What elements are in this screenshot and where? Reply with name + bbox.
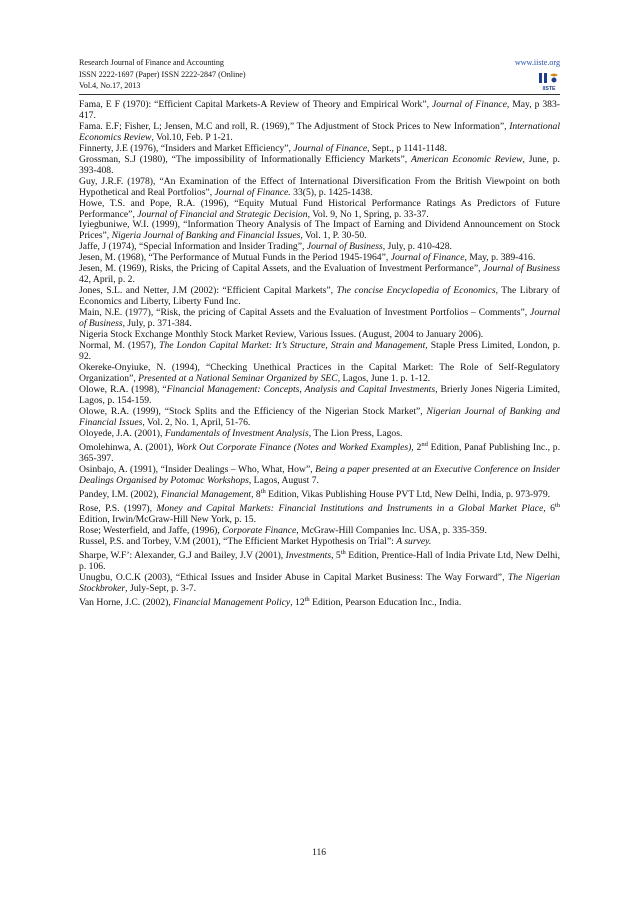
reference-entry: [79, 465, 560, 487]
reference-italic-segment: Being a paper presented at an Executive Conference on Insider Dealings Organised by Potomac Workshops: [79, 463, 560, 486]
logo-text: IISTE: [542, 86, 556, 92]
reference-segment: 2: [413, 441, 422, 453]
reference-segment: Finnerty, J.E (1976), “Insiders and Market Efficiency”,: [79, 142, 294, 154]
reference-entry: [79, 385, 560, 407]
reference-segment: 33(5), p. 1425-1438.: [290, 186, 373, 198]
reference-segment: , Vol. 2, No. 1, April, 51-76.: [142, 416, 251, 428]
reference-segment: , Lagos, June 1. p. 1-12.: [337, 372, 431, 384]
reference-segment: Osinbajo, A. (1991), “Insider Dealings – Who, What, How”,: [79, 463, 316, 475]
reference-segment: Oloyede, J.A. (2001),: [79, 427, 165, 439]
reference-entry: [79, 487, 560, 501]
edition-superscript: th: [260, 487, 266, 495]
reference-entry: [79, 341, 560, 363]
reference-segment: Nigeria Stock Exchange Monthly Stock Market Review, Various Issues. (August, 2004 to January 2006).: [79, 329, 484, 341]
reference-italic-segment: Investments: [285, 550, 332, 561]
reference-segment: Russel, P.S. and Torbey, V.M (2001), “The Efficient Market Hypothesis on Trial”:: [79, 535, 397, 547]
reference-entry: [79, 573, 560, 595]
reference-entry: [79, 363, 560, 385]
reference-entry: [79, 308, 560, 330]
reference-entry: [79, 100, 560, 122]
reference-segment: 6: [545, 502, 555, 514]
edition-superscript: th: [554, 501, 560, 509]
journal-url-link[interactable]: www.iiste.org: [514, 58, 560, 67]
reference-segment: Jesen, M. (1968), “The Performance of Mutual Funds in the Period 1945-1964”,: [79, 252, 391, 264]
reference-segment: Jaffe, J (1974), “Special Information and Insider Trading”,: [79, 241, 307, 253]
reference-italic-segment: Journal of Business: [306, 241, 383, 253]
reference-italic-segment: Journal of Business: [79, 307, 560, 330]
reference-segment: , The Library of Economics and Liberty, Liberty Fund Inc.: [79, 285, 561, 308]
reference-italic-segment: Journal of Finance: [390, 252, 465, 264]
reference-italic-segment: Fundamentals of Investment Analysis: [164, 427, 309, 439]
reference-segment: , Vol.10, Feb. P 1-21.: [151, 131, 233, 143]
reference-italic-segment: Journal of Financial and Strategic Decision: [137, 208, 308, 220]
reference-italic-segment: American Economic Review: [411, 153, 523, 165]
reference-segment: Rose; Westerfield, and Jaffe, (1996),: [79, 524, 223, 536]
reference-segment: , May, p 383-417.: [79, 99, 560, 121]
journal-title: Research Journal of Finance and Accounting: [79, 58, 224, 67]
reference-segment: Edition, Vikas Publishing House PVT Ltd, New Delhi, India, p. 973-979.: [265, 488, 551, 500]
reference-entry: [79, 501, 560, 526]
reference-segment: Brierly Jones Nigeria Limited, Lagos, p. 154-159.: [79, 383, 560, 406]
reference-segment: Jesen, M. (1969), Risks, the Pricing of Capital Assets, and the Evaluation of Investment Performance”,: [79, 263, 484, 275]
edition-superscript: th: [304, 595, 310, 603]
reference-entry: [79, 199, 560, 221]
reference-segment: Grossman, S.J (1980), “The impossibility of Informationally Efficiency Markets”,: [79, 153, 412, 165]
reference-italic-segment: The London Capital Market: It’s Structure, Strain and Management,: [159, 339, 428, 351]
reference-segment: Omolehinwa, A. (2001),: [79, 441, 177, 453]
reference-segment: Olowe, R.A. (1998), “: [79, 383, 167, 395]
issn-line: ISSN 2222-1697 (Paper) ISSN 2222-2847 (Online): [79, 69, 246, 79]
header-divider: [79, 94, 560, 95]
reference-segment: , Vol. 9, No 1, Spring, p. 33-37.: [307, 208, 429, 220]
page-number: 116: [312, 848, 326, 858]
reference-italic-segment: Money and Capital Markets: Financial Institutions and Instruments in a Global Market Place,: [156, 502, 546, 514]
reference-segment: , Sept., p 1141-1148.: [367, 142, 447, 154]
reference-segment: , June, p. 393-408.: [79, 153, 560, 176]
volume-line: Vol.4, No.17, 2013: [79, 81, 141, 90]
reference-entry: [79, 264, 560, 286]
reference-segment: Staple Press Limited, London, p. 92.: [79, 339, 560, 362]
reference-italic-segment: A survey.: [396, 535, 432, 547]
reference-segment: Rose, P.S. (1997),: [79, 502, 157, 514]
reference-italic-segment: Journal of Finance: [431, 99, 507, 110]
reference-segment: , 8: [251, 488, 261, 500]
reference-segment: Normal, M. (1957),: [79, 339, 160, 351]
reference-segment: Sharpe, W.F’: Alexander, G.J and Bailey, J.V (2001),: [79, 550, 286, 561]
reference-segment: Fama. E.F; Fisher, L; Jensen, M.C and roll, R. (1969),” The Adjustment of Stock Prices to New Information”,: [79, 120, 510, 132]
reference-italic-segment: Journal of Finance: [293, 142, 368, 154]
reference-segment: Howe, T.S. and Pope, R.A. (1996), “Equity Mutual Fund Historical Performance Ratings As Predictors of Future Performance”,: [79, 197, 560, 220]
reference-entry: [79, 537, 560, 548]
reference-entry: [79, 122, 560, 144]
reference-italic-segment: Journal of Finance.: [214, 186, 291, 198]
reference-entry: [79, 177, 560, 199]
edition-superscript: nd: [421, 440, 428, 448]
reference-italic-segment: Corporate Finance: [222, 524, 297, 536]
reference-entry: [79, 595, 560, 609]
reference-segment: Pandey, I.M. (2002),: [79, 488, 161, 500]
reference-entry: [79, 286, 560, 308]
reference-segment: , Vol. 1, P. 30-50.: [300, 230, 367, 242]
reference-segment: , 5: [331, 550, 341, 561]
reference-italic-segment: Nigerian Journal of Banking and Financial Issues: [79, 405, 560, 428]
reference-segment: Guy, J.R.F. (1978), “An Examination of the Effect of International Diversification From the British Viewpoint on both Hypothetical and Real Portfolios”,: [79, 175, 560, 198]
reference-segment: Olowe, R.A. (1999), “Stock Splits and the Efficiency of the Nigerian Stock Market”,: [79, 405, 427, 417]
reference-segment: , July, p. 371-384.: [122, 318, 192, 330]
reference-entry: [79, 440, 560, 465]
reference-italic-segment: Financial Management: [160, 488, 252, 500]
iiste-logo-icon: [538, 71, 560, 92]
reference-segment: Iyiegbuniwe, W.I. (1999), “Information Theory Analysis of The Impact of Earning and Dividend Announcement on Stock Prices”,: [79, 219, 560, 242]
reference-entry: [79, 407, 560, 429]
reference-segment: , Lagos, August 7.: [248, 474, 319, 486]
reference-segment: Jones, S.L. and Netter, J.M (2002): “Efficient Capital Markets”,: [79, 285, 337, 297]
reference-entry: [79, 155, 560, 177]
reference-italic-segment: The concise Encyclopedia of Economics: [336, 285, 496, 297]
reference-segment: , The Lion Press, Lagos.: [308, 427, 403, 439]
reference-segment: , 12: [290, 597, 305, 609]
reference-entry: [79, 548, 560, 573]
reference-segment: Edition, Panaf Publishing Inc., p. 365-397.: [79, 441, 560, 464]
reference-list: [79, 100, 560, 609]
reference-segment: Edition, Irwin/McGraw-Hill New York, p. 15.: [79, 513, 256, 525]
reference-italic-segment: Journal of Business: [483, 263, 560, 275]
reference-entry: [79, 429, 560, 440]
reference-segment: , McGraw-Hill Companies Inc. USA, p. 335-359.: [296, 524, 487, 536]
reference-italic-segment: Financial Management: Concepts, Analysis and Capital Investments,: [166, 383, 438, 395]
reference-segment: Fama, E F (1970): “Efficient Capital Markets-A Review of Theory and Empirical Work”,: [79, 99, 432, 110]
reference-segment: Main, N.E. (1977), “Risk, the pricing of Capital Assets and the Evaluation of Investment Portfolios – Comments”,: [79, 307, 531, 319]
reference-italic-segment: Presented at a National Seminar Organized by SEC: [138, 372, 338, 384]
reference-italic-segment: International Economics Review: [79, 120, 560, 143]
reference-segment: Unugbu, O.C.K (2003), “Ethical Issues and Insider Abuse in Capital Market Business: The Way Forward”,: [79, 571, 508, 583]
page-header: [79, 57, 560, 92]
reference-segment: , May, p. 389-416.: [464, 252, 536, 264]
reference-segment: Edition, Prentice-Hall of India Private Ltd, New Delhi, p. 106.: [79, 550, 560, 572]
edition-superscript: th: [340, 548, 346, 556]
reference-segment: 42, April, p. 2.: [79, 274, 135, 286]
reference-segment: Edition, Pearson Education Inc., India.: [309, 597, 462, 609]
reference-segment: Van Horne, J.C. (2002),: [79, 597, 174, 609]
reference-italic-segment: Nigeria Journal of Banking and Financial Issues: [111, 230, 301, 242]
reference-segment: Okereke-Onyiuke, N. (1994), “Checking Unethical Practices in the Capital Market: The Role of Self-Regulatory Organization”,: [79, 361, 560, 384]
reference-entry: [79, 220, 560, 242]
reference-italic-segment: Financial Management Policy: [173, 597, 291, 609]
reference-italic-segment: The Nigerian Stockbroker: [79, 571, 560, 594]
reference-segment: , July-Sept, p. 3-7.: [125, 582, 197, 594]
reference-segment: , July, p. 410-428.: [382, 241, 452, 253]
reference-italic-segment: Work Out Corporate Finance (Notes and Worked Examples),: [176, 441, 414, 453]
